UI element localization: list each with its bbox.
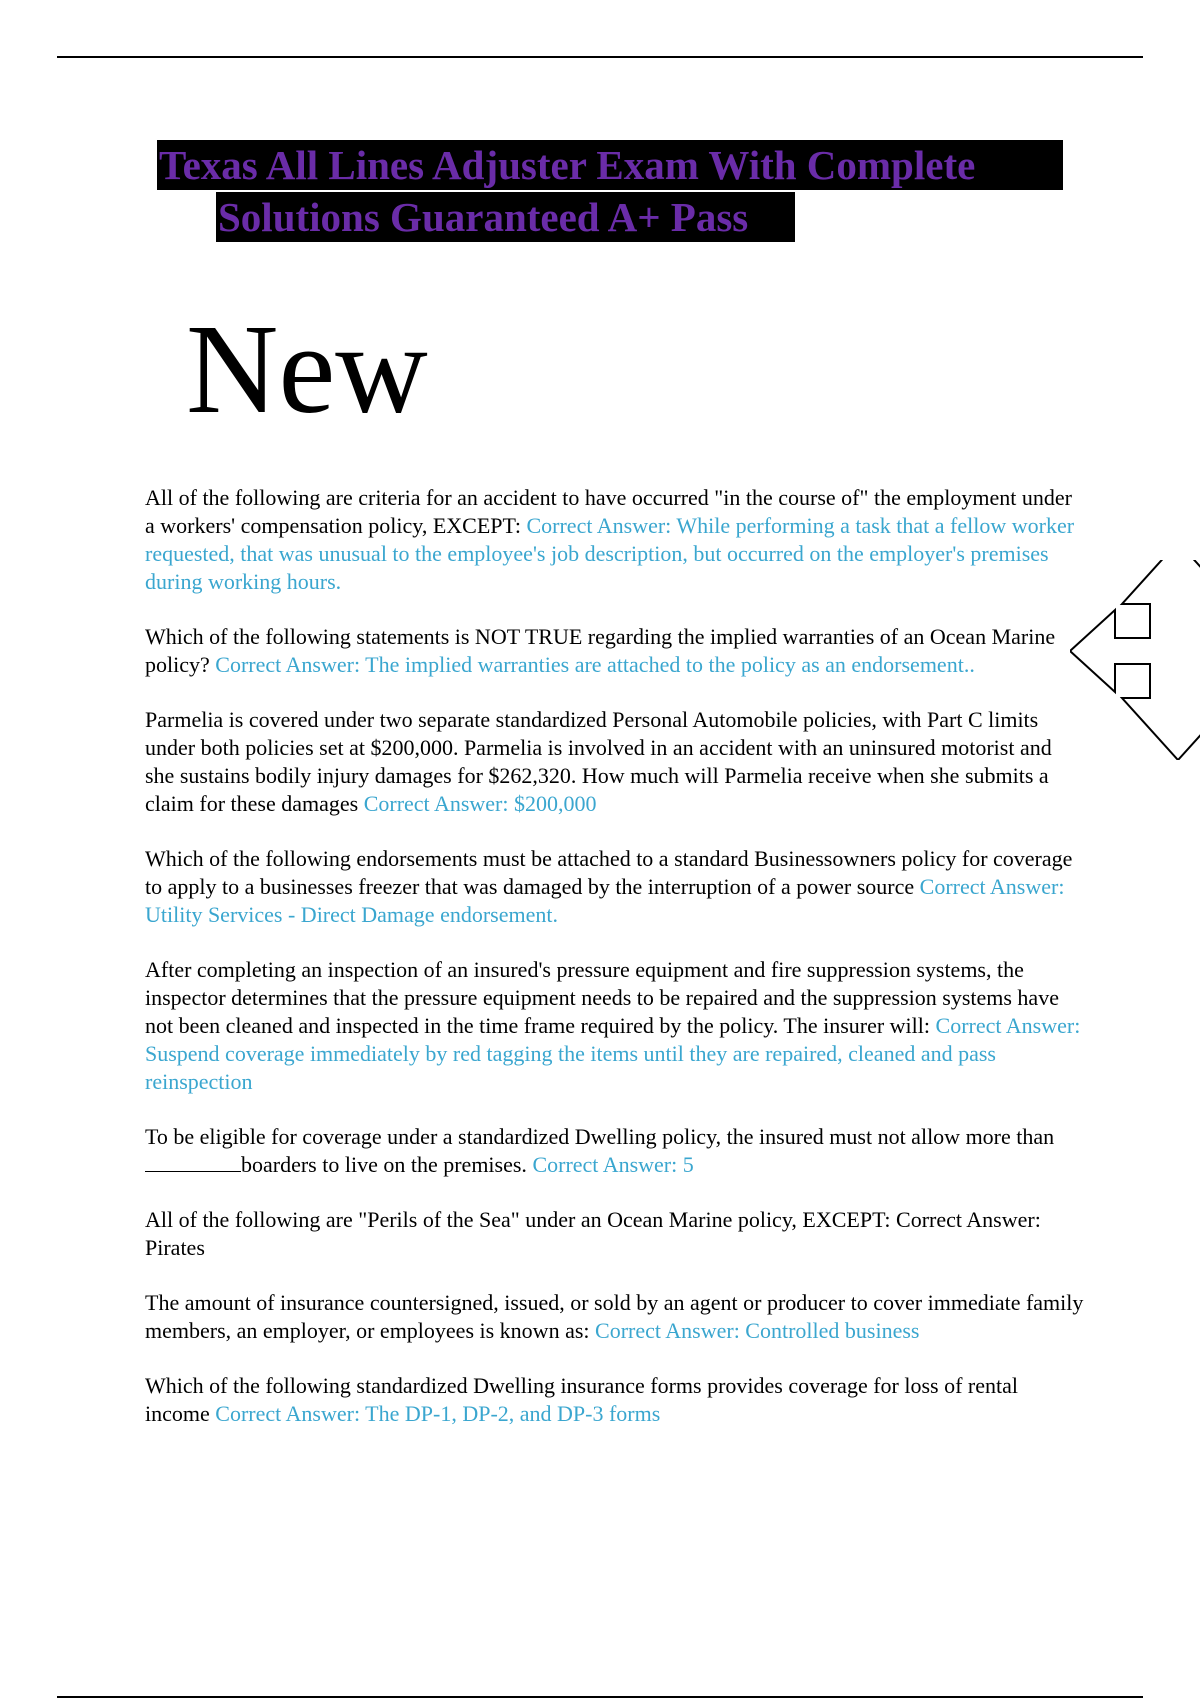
question-item (145, 623, 1085, 679)
question-text: After completing an inspection of an insured's pressure equipment and fire suppression systems, the inspector determines that the pressure equipment needs to be repaired and the suppression systems have not been cleaned and inspected in the time frame required by the policy. The insurer will: (145, 957, 1059, 1038)
question-item (145, 1123, 1085, 1179)
question-text: Parmelia is covered under two separate standardized Personal Automobile policies, with Part C limits under both policies set at $200,000. Parmelia is involved in an accident with an uninsured motorist and she sustains bodily injury damages for $262,320. How much will Parmelia receive when she submits a claim for these damages (145, 707, 1052, 816)
answer-text: Correct Answer: Controlled business (595, 1318, 920, 1343)
question-item (145, 1206, 1085, 1262)
question-text: The amount of insurance countersigned, issued, or sold by an agent or producer to cover immediate family members, an employer, or employees is known as: (145, 1290, 1084, 1343)
question-text: All of the following are "Perils of the Sea" under an Ocean Marine policy, EXCEPT: Correct Answer: Pirates (145, 1207, 1041, 1260)
answer-text: Correct Answer: The implied warranties are attached to the policy as an endorsement.. (215, 652, 975, 677)
question-text: Which of the following standardized Dwelling insurance forms provides coverage for loss of rental income (145, 1373, 1019, 1426)
question-text-continued: boarders to live on the premises. (241, 1152, 533, 1177)
top-rule (57, 56, 1143, 58)
question-item (145, 1372, 1085, 1428)
answer-text: Correct Answer: 5 (532, 1152, 694, 1177)
move-arrows-icon[interactable] (1070, 560, 1200, 760)
question-item (145, 706, 1085, 818)
answer-text: Correct Answer: The DP-1, DP-2, and DP-3 forms (215, 1401, 661, 1426)
answer-text: Correct Answer: Suspend coverage immediately by red tagging the items until they are repaired, cleaned and pass reinspection (145, 1013, 1081, 1094)
answer-text: Correct Answer: Utility Services - Direct Damage endorsement. (145, 874, 1065, 927)
question-item (145, 1289, 1085, 1345)
new-stamp: New (186, 298, 428, 440)
answer-text: Correct Answer: $200,000 (363, 791, 597, 816)
question-item (145, 956, 1085, 1096)
question-text: Which of the following endorsements must be attached to a standard Businessowners policy for coverage to apply to a businesses freezer that was damaged by the interruption of a power source (145, 846, 1073, 899)
question-text: Which of the following statements is NOT TRUE regarding the implied warranties of an Ocean Marine policy? (145, 624, 1056, 677)
answer-text: Correct Answer: While performing a task that a fellow worker requested, that was unusual to the employee's job description, but occurred on the employer's premises during working hours. (145, 513, 1075, 594)
question-list (145, 484, 1085, 1455)
document-title-line-1: Texas All Lines Adjuster Exam With Complete (157, 140, 1063, 190)
question-item (145, 845, 1085, 929)
document-title-line-2: Solutions Guaranteed A+ Pass (216, 192, 795, 242)
question-item (145, 484, 1085, 596)
question-text: To be eligible for coverage under a standardized Dwelling policy, the insured must not allow more than (145, 1124, 1055, 1149)
bottom-rule (57, 1696, 1143, 1698)
question-text: All of the following are criteria for an accident to have occurred "in the course of" the employment under a workers' compensation policy, EXCEPT: (145, 485, 1072, 538)
fill-in-blank (145, 1151, 241, 1172)
